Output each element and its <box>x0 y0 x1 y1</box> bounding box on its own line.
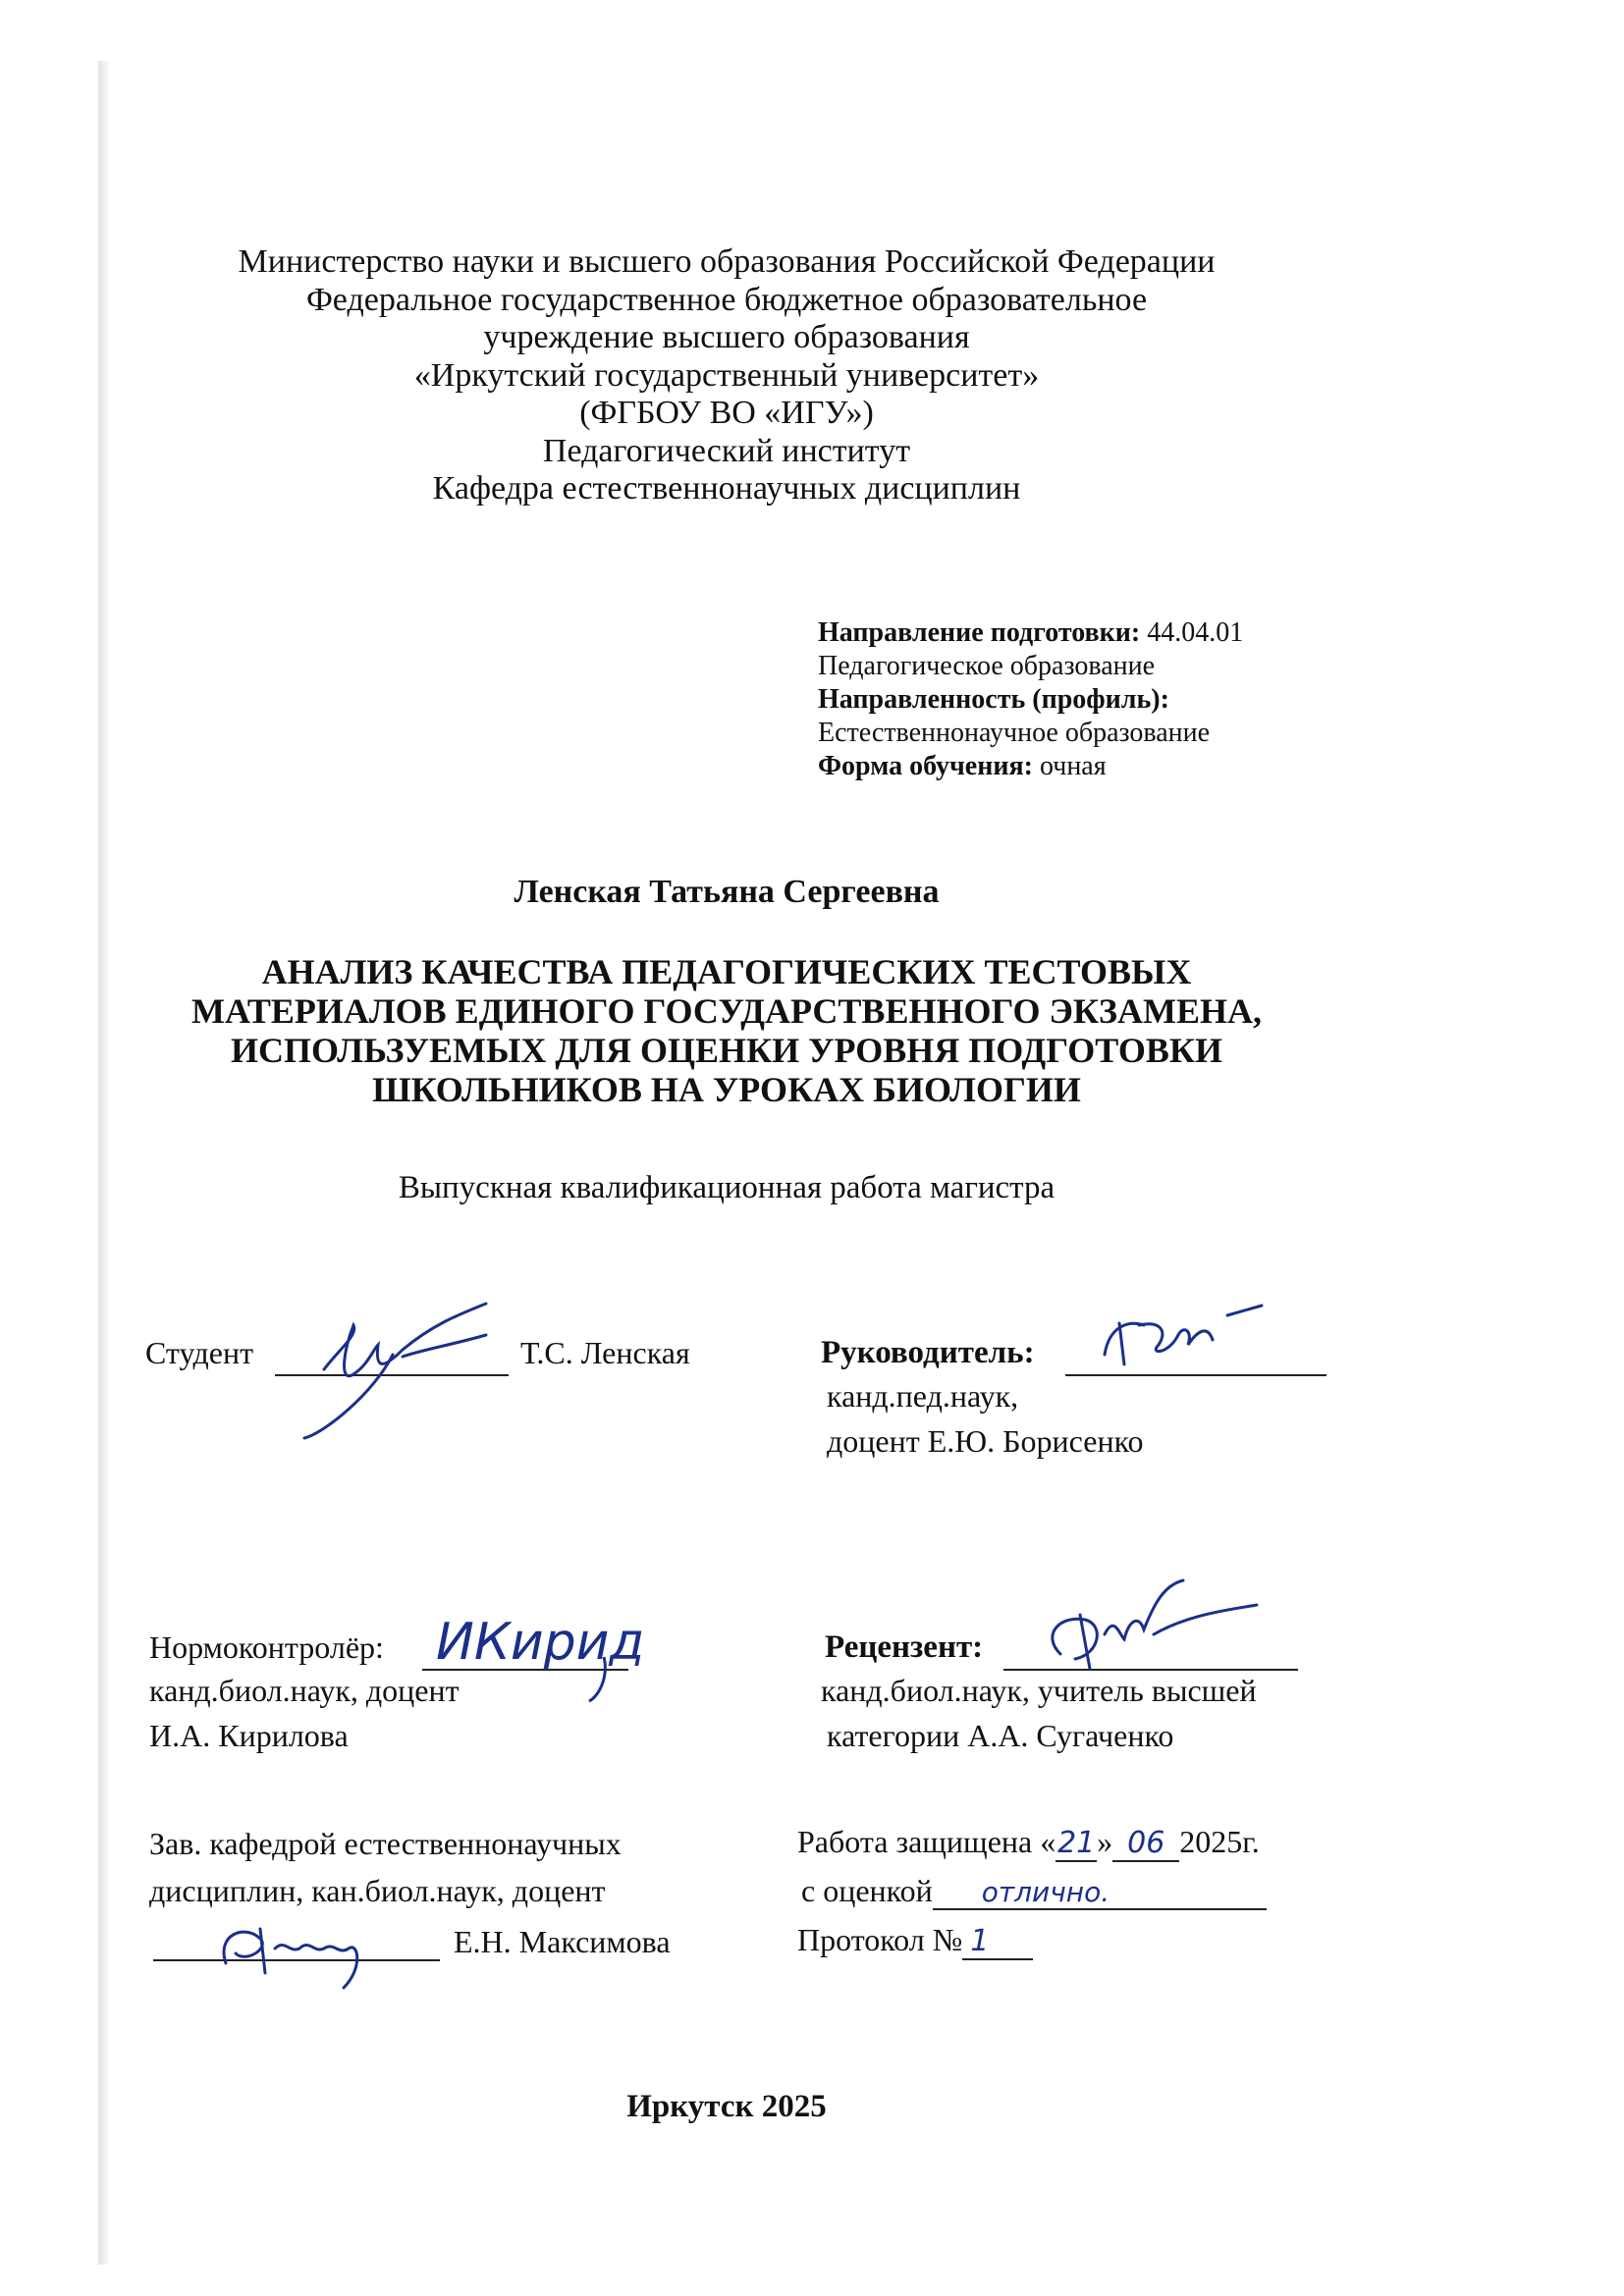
form-label: Форма обучения: <box>818 751 1033 781</box>
head-position: Зав. кафедрой естественнонаучных <box>149 1826 622 1861</box>
thesis-title <box>167 952 1286 1109</box>
protocol-row <box>797 1922 1033 1960</box>
normcontrol-name: И.А. Кирилова <box>149 1718 349 1753</box>
defense-grade-row <box>801 1873 1267 1910</box>
svg-text:ИКирид: ИКирид <box>436 1613 645 1672</box>
institution-line-2: учреждение высшего образования <box>483 319 970 355</box>
normcontrol-signature <box>432 1598 648 1706</box>
reviewer-signature <box>1031 1575 1267 1683</box>
form-row <box>818 750 1328 783</box>
defense-grade-label: с оценкой <box>801 1873 933 1908</box>
defense-day: 21 <box>1057 1826 1096 1860</box>
direction-label: Направление подготовки: <box>818 617 1141 648</box>
defense-date-row <box>797 1824 1260 1862</box>
head-signature <box>206 1895 393 1993</box>
supervisor-signature <box>1090 1296 1276 1384</box>
direction-name: Педагогическое образование <box>818 651 1156 681</box>
city-year: Иркутск 2025 <box>626 2089 827 2124</box>
form-value: очная <box>1032 751 1107 781</box>
institution-line-1: Федеральное государственное бюджетное образовательное <box>305 281 1148 318</box>
institute-name: Педагогический институт <box>542 432 911 469</box>
direction-code: 44.04.01 <box>1140 617 1244 648</box>
department-name: Кафедра естественнонаучных дисциплин <box>432 470 1021 507</box>
author-name: Ленская Татьяна Сергеевна <box>514 874 940 910</box>
normcontrol-label: Нормоконтролёр: <box>149 1629 384 1665</box>
university-name: «Иркутский государственный университет» <box>413 356 1040 394</box>
work-type: Выпускная квалификационная работа магистра <box>398 1170 1056 1205</box>
protocol-label: Протокол № <box>797 1922 963 1957</box>
title-line-3: ИСПОЛЬЗУЕМЫХ ДЛЯ ОЦЕНКИ УРОВНЯ ПОДГОТОВКИ <box>231 1031 1222 1070</box>
university-abbr: (ФГБОУ ВО «ИГУ») <box>579 395 874 431</box>
supervisor-label: Руководитель: <box>821 1335 1035 1370</box>
direction-row <box>818 616 1328 650</box>
head-degree: дисциплин, кан.биол.наук, доцент <box>149 1873 606 1908</box>
student-label: Студент <box>145 1335 254 1370</box>
defense-text-mid: » <box>1097 1824 1113 1859</box>
protocol-number: 1 <box>962 1924 1033 1960</box>
profile-value: Естественнонаучное образование <box>818 718 1211 748</box>
defense-month: 06 <box>1112 1826 1179 1862</box>
scan-edge <box>98 61 110 2265</box>
reviewer-name: категории А.А. Сугаченко <box>827 1718 1174 1753</box>
defense-text-prefix: Работа защищена « <box>797 1824 1056 1859</box>
defense-year: 2025г. <box>1179 1824 1260 1859</box>
program-info <box>818 616 1328 783</box>
ministry-line: Министерство науки и высшего образования Российской Федерации <box>238 243 1216 280</box>
normcontrol-degree: канд.биол.наук, доцент <box>149 1673 460 1708</box>
student-signature <box>285 1296 501 1443</box>
defense-grade: отлично. <box>933 1876 1267 1910</box>
title-line-4: ШКОЛЬНИКОВ НА УРОКАХ БИОЛОГИИ <box>372 1070 1081 1109</box>
title-line-2: МАТЕРИАЛОВ ЕДИНОГО ГОСУДАРСТВЕННОГО ЭКЗАМЕНА, <box>191 991 1262 1031</box>
reviewer-label: Рецензент: <box>825 1629 984 1665</box>
supervisor-degree: канд.пед.наук, <box>827 1378 1019 1414</box>
head-name: Е.Н. Максимова <box>454 1924 671 1959</box>
institution-header <box>147 243 1306 508</box>
supervisor-name: доцент Е.Ю. Борисенко <box>827 1423 1144 1459</box>
profile-label: Направленность (профиль): <box>818 684 1169 715</box>
title-line-1: АНАЛИЗ КАЧЕСТВА ПЕДАГОГИЧЕСКИХ ТЕСТОВЫХ <box>261 952 1192 991</box>
student-name: Т.С. Ленская <box>520 1335 690 1370</box>
reviewer-degree: канд.биол.наук, учитель высшей <box>821 1673 1257 1708</box>
